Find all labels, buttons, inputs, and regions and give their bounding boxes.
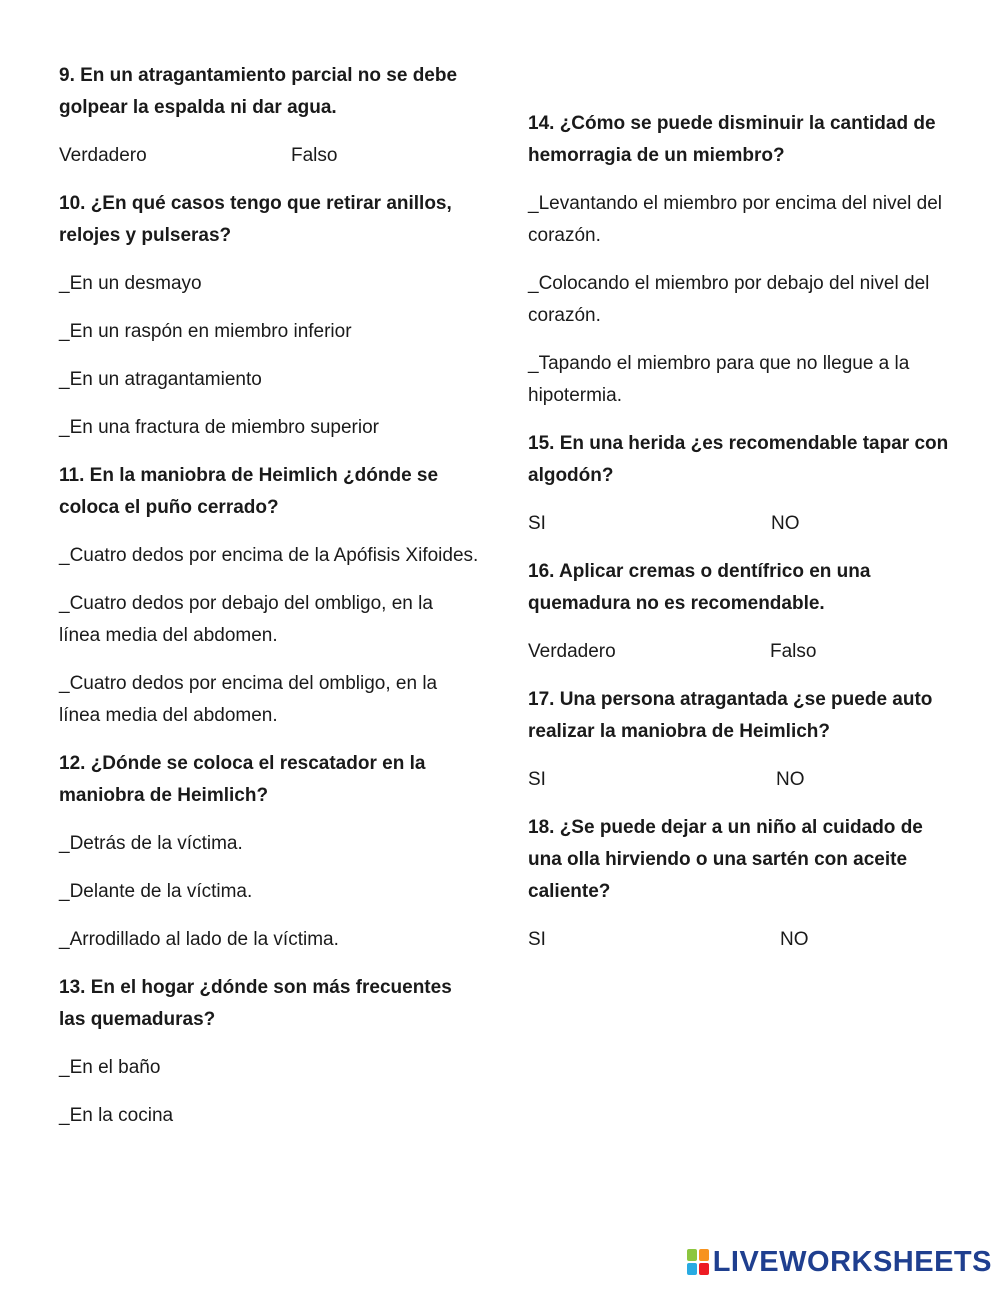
logo-block (687, 1249, 697, 1261)
q15-answers (528, 508, 958, 540)
q18-no-option[interactable]: NO (780, 929, 809, 950)
q13-option[interactable]: _En el baño (59, 1057, 161, 1078)
q10-option[interactable]: _En una fractura de miembro superior (59, 417, 379, 438)
question-17: 17. Una persona atragantada ¿se puede auto realizar la maniobra de Heimlich? (528, 689, 933, 742)
q16-false-option[interactable]: Falso (770, 641, 817, 662)
logo-text: LIVEWORKSHEETS (712, 1246, 992, 1278)
q10-option[interactable]: _En un desmayo (59, 273, 202, 294)
question-9: 9. En un atragantamiento parcial no se debe golpear la espalda ni dar agua. (59, 65, 458, 118)
q12-option[interactable]: _Detrás de la víctima. (59, 833, 243, 854)
question-15: 15. En una herida ¿es recomendable tapar con algodón? (528, 433, 949, 486)
q14-option[interactable]: _Levantando el miembro por encima del nivel del corazón. (528, 193, 943, 246)
q12-option[interactable]: _Arrodillado al lado de la víctima. (59, 929, 339, 950)
q16-true-option[interactable]: Verdadero (528, 641, 616, 662)
q11-option[interactable]: _Cuatro dedos por encima de la Apófisis Xifoides. (59, 545, 479, 566)
logo-blocks-icon (687, 1249, 709, 1275)
question-18: 18. ¿Se puede dejar a un niño al cuidado de una olla hirviendo o una sartén con aceite caliente? (528, 817, 923, 902)
q18-answers (528, 924, 958, 956)
right-column (528, 108, 958, 972)
q9-false-option[interactable]: Falso (291, 145, 338, 166)
q17-yes-option[interactable]: SI (528, 769, 546, 790)
q10-option[interactable]: _En un raspón en miembro inferior (59, 321, 352, 342)
q15-no-option[interactable]: NO (771, 513, 800, 534)
q18-yes-option[interactable]: SI (528, 929, 546, 950)
question-13: 13. En el hogar ¿dónde son más frecuentes las quemaduras? (59, 977, 452, 1030)
q12-option[interactable]: _Delante de la víctima. (59, 881, 253, 902)
logo-block (699, 1263, 709, 1275)
question-10: 10. ¿En qué casos tengo que retirar anillos, relojes y pulseras? (59, 193, 452, 246)
question-12: 12. ¿Dónde se coloca el rescatador en la maniobra de Heimlich? (59, 753, 426, 806)
q9-true-option[interactable]: Verdadero (59, 145, 147, 166)
logo-block (699, 1249, 709, 1261)
q9-answers (59, 140, 479, 172)
q17-answers (528, 764, 958, 796)
q14-option[interactable]: _Tapando el miembro para que no llegue a la hipotermia. (528, 353, 910, 406)
liveworksheets-logo (687, 1247, 992, 1277)
question-11: 11. En la maniobra de Heimlich ¿dónde se coloca el puño cerrado? (59, 465, 439, 518)
q14-option[interactable]: _Colocando el miembro por debajo del nivel del corazón. (528, 273, 930, 326)
q10-option[interactable]: _En un atragantamiento (59, 369, 262, 390)
q11-option[interactable]: _Cuatro dedos por debajo del ombligo, en la línea media del abdomen. (59, 593, 433, 646)
question-14: 14. ¿Cómo se puede disminuir la cantidad de hemorragia de un miembro? (528, 113, 936, 166)
left-column (59, 60, 479, 1148)
q17-no-option[interactable]: NO (776, 769, 805, 790)
question-16: 16. Aplicar cremas o dentífrico en una quemadura no es recomendable. (528, 561, 871, 614)
q13-option[interactable]: _En la cocina (59, 1105, 174, 1126)
q16-answers (528, 636, 958, 668)
q11-option[interactable]: _Cuatro dedos por encima del ombligo, en la línea media del abdomen. (59, 673, 438, 726)
q15-yes-option[interactable]: SI (528, 513, 546, 534)
logo-block (687, 1263, 697, 1275)
